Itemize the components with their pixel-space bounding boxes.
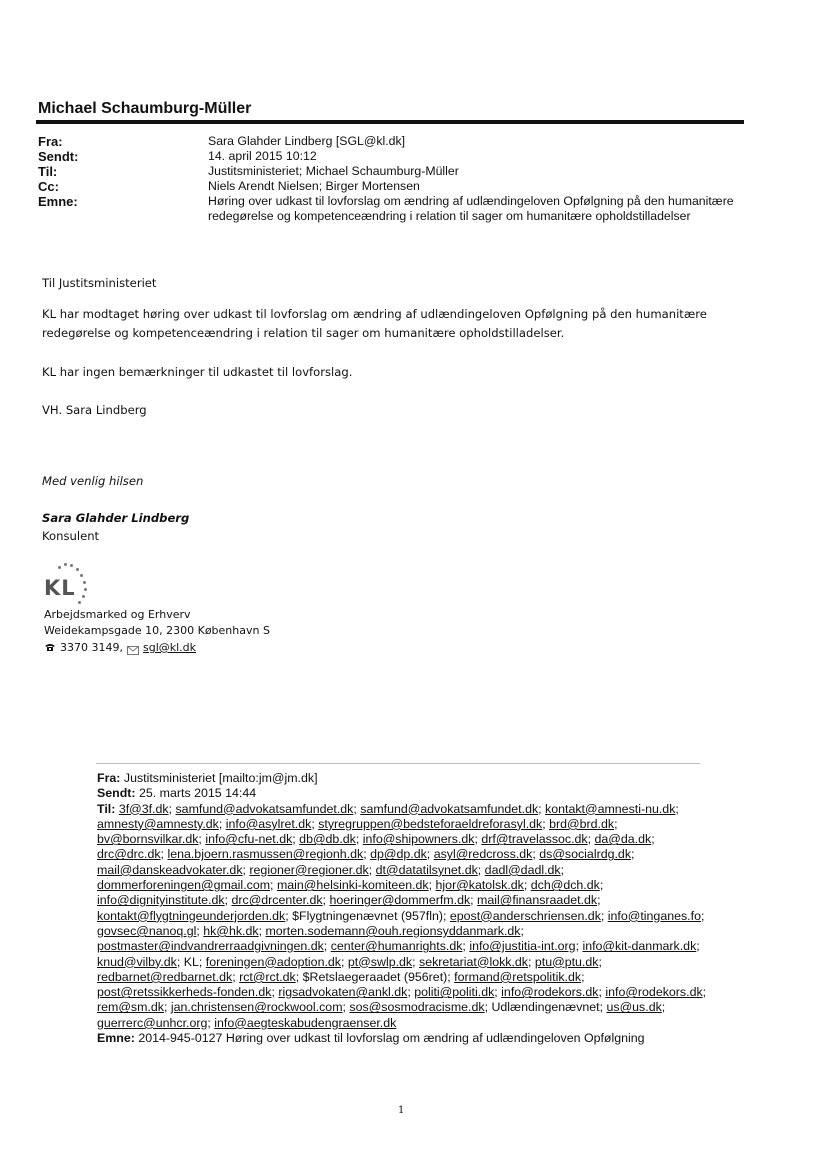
recipient-email-link[interactable]: 3f@3f.dk <box>118 801 169 816</box>
recipient-separator: ; <box>661 1000 666 1015</box>
to-label: Til: <box>38 164 58 179</box>
sent-label: Sendt: <box>38 149 79 164</box>
fwd-subject-row <box>97 1031 707 1046</box>
recipient-separator: ; <box>428 878 436 893</box>
fwd-sent-row <box>97 786 707 801</box>
recipient-separator: ; <box>560 862 565 877</box>
recipient-email-link[interactable]: info@rodekors.dk <box>501 985 599 1000</box>
recipient-separator: ; <box>258 923 266 938</box>
recipient-email-link[interactable]: dadl@dadl.dk <box>484 862 561 877</box>
fwd-to-row <box>97 802 707 1031</box>
logo-dot <box>78 601 81 604</box>
closing: Med venlig hilsen <box>42 474 144 488</box>
recipient-separator: ; <box>587 832 595 847</box>
cc-row <box>38 179 738 194</box>
recipient-separator: ; <box>407 985 415 1000</box>
recipient-email-link[interactable]: rct@rct.dk <box>239 969 296 984</box>
recipient-separator: ; <box>675 801 679 816</box>
fwd-from-label: Fra: <box>97 771 121 785</box>
recipient-separator: ; <box>198 832 206 847</box>
from-label: Fra: <box>38 134 63 149</box>
recipient-separator: ; <box>520 923 524 938</box>
recipient-separator: ; <box>494 985 502 1000</box>
recipient-email-link[interactable]: bv@bornsvilkar.dk <box>97 832 199 847</box>
recipient-email-link[interactable]: redbarnet@redbarnet.dk <box>97 969 233 984</box>
recipient-separator: ; <box>163 1000 171 1015</box>
recipient-email-link[interactable]: asyl@redcross.dk <box>433 847 533 862</box>
recipient-separator: ; <box>599 878 604 893</box>
signoff: VH. Sara Lindberg <box>42 403 147 417</box>
recipient-email-link[interactable]: info@justitia-int.org <box>469 939 576 954</box>
recipient-email-link[interactable]: dp@dp.dk <box>370 847 427 862</box>
recipient-email-link[interactable]: dommerforeningen@gmail.com <box>97 878 271 893</box>
recipient-email-link[interactable]: ds@socialrdg.dk <box>539 847 632 862</box>
recipient-email-link[interactable]: sos@sosmodracisme.dk <box>349 1000 485 1015</box>
to-row <box>38 164 738 179</box>
recipient-separator: ; <box>323 939 331 954</box>
recipient-separator: ; <box>477 862 485 877</box>
fwd-sent-value: 25. marts 2015 14:44 <box>139 786 257 801</box>
recipient-separator: ; <box>600 908 608 923</box>
mailbox-owner-name: Michael Schaumburg-Müller <box>38 100 252 117</box>
recipient-separator: ; <box>292 832 300 847</box>
header-divider <box>36 120 744 124</box>
kl-logo <box>44 560 104 606</box>
recipient-email-link[interactable]: info@shipowners.dk <box>362 832 475 847</box>
forwarded-divider <box>96 763 700 764</box>
greeting: Til Justitsministeriet <box>42 276 157 290</box>
recipient-email-link[interactable]: kontakt@amnesti-nu.dk <box>545 801 676 816</box>
phone-icon <box>44 643 56 652</box>
recipient-email-link[interactable]: brd@brd.dk <box>549 816 615 831</box>
recipient-email-link[interactable]: dt@datatilsynet.dk <box>375 862 478 877</box>
email-header <box>38 134 738 224</box>
recipient-email-link[interactable]: mail@danskeadvokater.dk <box>97 862 243 877</box>
recipient-separator: ; <box>651 832 655 847</box>
cc-label: Cc: <box>38 179 59 194</box>
recipient-email-link[interactable]: epost@anderschriensen.dk <box>449 908 601 923</box>
recipient-separator: ; <box>242 862 250 877</box>
recipient-email-link[interactable]: morten.sodemann@ouh.regionsyddanmark.dk <box>265 923 521 938</box>
recipient-separator: ; <box>581 969 585 984</box>
signature-department: Arbejdsmarked og Erhverv <box>44 608 191 621</box>
recipient-email-link[interactable]: foreningen@adoption.dk <box>205 954 341 969</box>
recipient-email-link[interactable]: rigsadvokaten@ankl.dk <box>278 985 408 1000</box>
recipient-email-link[interactable]: info@aegteskabudengraenser.dk <box>214 1015 397 1030</box>
cc-value: Niels Arendt Nielsen; Birger Mortensen <box>208 179 420 193</box>
recipient-email-link[interactable]: info@rodekors.dk <box>605 985 703 1000</box>
logo-dot <box>83 581 86 584</box>
recipient-separator: ; <box>538 801 546 816</box>
signature-title: Konsulent <box>42 529 100 543</box>
sent-row <box>38 149 738 164</box>
recipient-email-link[interactable]: lena.bjoern.rasmussen@regionh.dk <box>167 847 364 862</box>
recipient-separator: ; <box>353 801 361 816</box>
recipient-separator: ; <box>160 847 168 862</box>
fwd-subject-value: 2014-945-0127 Høring over udkast til lovforslag om ændring af udlændingeloven Opfølgning <box>138 1031 645 1046</box>
logo-dot <box>64 563 67 566</box>
recipient-email-link[interactable]: db@db.dk <box>299 832 356 847</box>
recipient-email-link[interactable]: amnesty@amnesty.dk <box>97 816 219 831</box>
from-value: Sara Glahder Lindberg [SGL@kl.dk] <box>208 134 406 148</box>
recipient-separator: ; <box>598 954 602 969</box>
logo-dot <box>84 588 87 591</box>
recipient-email-link[interactable]: ptu@ptu.dk <box>534 954 599 969</box>
sent-value: 14. april 2015 10:12 <box>208 149 317 163</box>
recipient-separator: ; <box>168 801 176 816</box>
recipient-email-link[interactable]: mail@finansraadet.dk <box>477 893 598 908</box>
fwd-sent-label: Sendt: <box>97 786 136 801</box>
recipient-email-link[interactable]: govsec@nanoq.gl <box>97 923 197 938</box>
logo-dot <box>82 595 85 598</box>
recipient-separator: ; <box>597 893 601 908</box>
recipient-separator: ; <box>224 893 232 908</box>
recipient-email-link[interactable]: drc@drc.dk <box>97 847 161 862</box>
recipient-separator: ; <box>532 847 540 862</box>
page-number: 1 <box>398 1105 405 1116</box>
recipient-separator: ; <box>342 1000 350 1015</box>
body-paragraph-2: KL har ingen bemærkninger til udkastet til lovforslag. <box>42 365 353 379</box>
recipient-separator: ; <box>598 985 606 1000</box>
fwd-recipient-list <box>97 802 706 1030</box>
recipient-email-link[interactable]: sekretariat@lokk.dk <box>419 954 529 969</box>
recipient-email-link[interactable]: us@us.dk <box>606 1000 662 1015</box>
recipient-separator: ; <box>196 923 204 938</box>
recipient-separator: ; Udlændingenævnet; <box>484 1000 607 1015</box>
recipient-separator: ; <box>702 985 707 1000</box>
recipient-separator: ; <box>271 985 279 1000</box>
recipient-separator: ; <box>232 969 240 984</box>
recipient-email-link[interactable]: center@humanrights.dk <box>330 939 463 954</box>
signature-phone: 3370 3149, <box>60 641 123 654</box>
signature-address: Weidekampsgade 10, 2300 København S <box>44 624 270 637</box>
recipient-separator: ; <box>542 816 550 831</box>
to-value: Justitsministeriet; Michael Schaumburg-Müller <box>208 164 459 178</box>
subject-value: Høring over udkast til lovforslag om ændring af udlændingeloven Opfølgning på den humanitære redegørelse og kompetenceændring i relation til sager om humanitære opholdstilladelser <box>208 194 734 223</box>
body-paragraph-1: KL har modtaget høring over udkast til lovforslag om ændring af udlændingeloven Opfølgning på den humanitære redegørelse og kompetenceændring i relation til sager om humanitære opholdstilladelser. <box>42 307 707 340</box>
recipient-email-link[interactable]: rem@sm.dk <box>97 1000 164 1015</box>
logo-dot <box>80 574 83 577</box>
recipient-email-link[interactable]: drf@travelassoc.dk <box>481 832 588 847</box>
recipient-email-link[interactable]: main@helsinki-komiteen.dk <box>276 878 429 893</box>
recipient-separator: ; <box>470 893 478 908</box>
recipient-email-link[interactable]: knud@vilby.dk <box>97 954 177 969</box>
recipient-separator: ; <box>311 816 319 831</box>
recipient-email-link[interactable]: da@da.dk <box>594 832 652 847</box>
recipient-separator: ; <box>218 816 226 831</box>
recipient-email-link[interactable]: samfund@advokatsamfundet.dk <box>360 801 539 816</box>
logo-dot <box>70 564 73 567</box>
logo-dot <box>76 568 79 571</box>
forwarded-message <box>97 771 707 1046</box>
recipient-separator: ; KL; <box>176 954 206 969</box>
signature-contact <box>44 639 196 656</box>
recipient-separator: ; <box>462 939 470 954</box>
recipient-email-link[interactable]: info@asylret.dk <box>225 816 312 831</box>
recipient-email-link[interactable]: pt@swlp.dk <box>347 954 413 969</box>
fwd-to-label: Til: <box>97 801 116 816</box>
recipient-email-link[interactable]: postmaster@indvandrerraadgivningen.dk <box>97 939 324 954</box>
kl-logo-text: KL <box>44 576 76 600</box>
recipient-separator: ; <box>207 1015 215 1030</box>
recipient-email-link[interactable]: regioner@regioner.dk <box>249 862 369 877</box>
recipient-separator: ; <box>696 939 700 954</box>
recipient-email-link[interactable]: info@kit-danmark.dk <box>582 939 697 954</box>
mail-icon <box>127 643 139 652</box>
recipient-email-link[interactable]: politi@politi.dk <box>414 985 495 1000</box>
recipient-separator: ; <box>341 954 348 969</box>
recipient-email-link[interactable]: formand@retspolitik.dk <box>454 969 582 984</box>
recipient-separator: ; <box>631 847 635 862</box>
recipient-separator: ; <box>412 954 420 969</box>
recipient-separator: ; <box>614 816 618 831</box>
recipient-email-link[interactable]: post@retssikkerheds-fonden.dk <box>97 985 272 1000</box>
recipient-email-link[interactable]: info@dignityinstitute.dk <box>97 893 225 908</box>
recipient-separator: ; <box>270 878 277 893</box>
recipient-separator: ; <box>700 908 705 923</box>
recipient-email-link[interactable]: hjor@katolsk.dk <box>435 878 524 893</box>
recipient-email-link[interactable]: guerrerc@unhcr.org <box>97 1015 208 1030</box>
signature-name: Sara Glahder Lindberg <box>42 511 190 525</box>
recipient-separator: ; <box>523 878 531 893</box>
recipient-separator: ; <box>355 832 363 847</box>
signature-email-link[interactable]: sgl@kl.dk <box>142 641 197 654</box>
recipient-separator: ; <box>575 939 583 954</box>
recipient-separator: ; $Retslaegeraadet (956ret); <box>295 969 455 984</box>
recipient-separator: ; <box>426 847 434 862</box>
recipient-email-link[interactable]: drc@drcenter.dk <box>231 893 323 908</box>
recipient-email-link[interactable]: info@cfu-net.dk <box>205 832 293 847</box>
recipient-separator: ; <box>363 847 371 862</box>
recipient-separator: ; $Flygtningenævnet (957fln); <box>285 908 450 923</box>
recipient-separator: ; <box>474 832 482 847</box>
recipient-separator: ; <box>322 893 330 908</box>
subject-label: Emne: <box>38 194 78 209</box>
recipient-email-link[interactable]: jan.christensen@rockwool.com <box>170 1000 343 1015</box>
recipient-separator: ; <box>528 954 535 969</box>
fwd-from-row <box>97 771 707 786</box>
recipient-email-link[interactable]: hk@hk.dk <box>203 923 259 938</box>
recipient-email-link[interactable]: styregruppen@bedsteforaeldreforasyl.dk <box>318 816 543 831</box>
from-row <box>38 134 738 149</box>
recipient-email-link[interactable]: hoeringer@dommerfm.dk <box>329 893 471 908</box>
fwd-from-value: Justitsministeriet [mailto:jm@jm.dk] <box>123 771 318 785</box>
recipient-email-link[interactable]: samfund@advokatsamfundet.dk <box>175 801 354 816</box>
recipient-email-link[interactable]: kontakt@flygtningeunderjorden.dk <box>97 908 286 923</box>
fwd-subject-label: Emne: <box>97 1031 135 1046</box>
subject-row <box>38 194 738 224</box>
recipient-separator: ; <box>368 862 376 877</box>
recipient-email-link[interactable]: info@tinganes.fo <box>607 908 701 923</box>
logo-dot <box>58 566 61 569</box>
recipient-email-link[interactable]: dch@dch.dk <box>530 878 600 893</box>
